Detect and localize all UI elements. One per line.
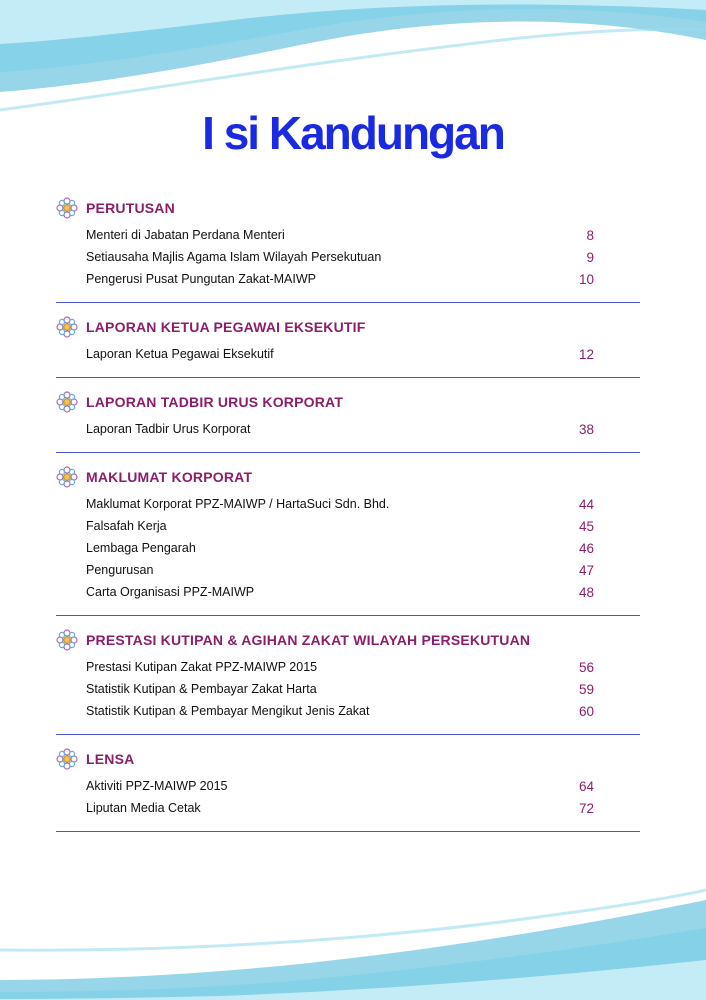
toc-entry[interactable]: [86, 418, 640, 440]
section-title: LENSA: [86, 751, 135, 767]
entry-page-number: 8: [586, 227, 594, 243]
bottom-wave-decoration: [0, 880, 706, 1000]
entry-label: Falsafah Kerja: [86, 519, 167, 533]
flower-ornament-icon: [56, 391, 78, 413]
entry-label: Carta Organisasi PPZ-MAIWP: [86, 585, 255, 599]
section-title: PRESTASI KUTIPAN & AGIHAN ZAKAT WILAYAH PERSEKUTUAN: [86, 632, 531, 648]
table-of-contents: [56, 196, 640, 844]
page-title: I si Kandungan: [202, 107, 504, 159]
toc-entry[interactable]: [86, 797, 640, 819]
entry-page-number: 45: [578, 518, 594, 534]
toc-section: [56, 628, 640, 735]
entry-label: Pengurusan: [86, 563, 154, 577]
toc-entry[interactable]: [86, 343, 640, 365]
flower-ornament-icon: [56, 748, 78, 770]
toc-entry[interactable]: [86, 700, 640, 722]
toc-entry[interactable]: [86, 493, 640, 515]
entry-page-number: 47: [578, 562, 594, 578]
section-title: LAPORAN KETUA PEGAWAI EKSEKUTIF: [86, 319, 366, 335]
entry-label: Prestasi Kutipan Zakat PPZ-MAIWP 2015: [86, 660, 318, 674]
toc-entry[interactable]: [86, 656, 640, 678]
entry-page-number: 72: [578, 800, 594, 816]
entry-page-number: 12: [578, 346, 594, 362]
entry-page-number: 10: [578, 271, 594, 287]
entry-page-number: 56: [578, 659, 594, 675]
toc-entry[interactable]: [86, 224, 640, 246]
toc-section: [56, 390, 640, 453]
flower-ornament-icon: [56, 629, 78, 651]
entry-label: Lembaga Pengarah: [86, 541, 196, 555]
section-title: PERUTUSAN: [86, 200, 175, 216]
toc-section: [56, 196, 640, 303]
entry-label: Maklumat Korporat PPZ-MAIWP / HartaSuci Sdn. Bhd.: [86, 497, 390, 511]
entry-label: Statistik Kutipan & Pembayar Zakat Harta: [86, 682, 317, 696]
entry-label: Menteri di Jabatan Perdana Menteri: [86, 228, 285, 242]
toc-section: [56, 315, 640, 378]
toc-section: [56, 465, 640, 616]
toc-entry[interactable]: [86, 537, 640, 559]
toc-entry[interactable]: [86, 581, 640, 603]
entry-label: Aktiviti PPZ-MAIWP 2015: [86, 779, 228, 793]
toc-entry[interactable]: [86, 559, 640, 581]
toc-entry[interactable]: [86, 246, 640, 268]
entry-label: Liputan Media Cetak: [86, 801, 201, 815]
entry-label: Laporan Tadbir Urus Korporat: [86, 422, 251, 436]
entry-page-number: 48: [578, 584, 594, 600]
toc-entry[interactable]: [86, 515, 640, 537]
toc-section: [56, 747, 640, 832]
entry-label: Laporan Ketua Pegawai Eksekutif: [86, 347, 274, 361]
toc-entry[interactable]: [86, 678, 640, 700]
entry-label: Setiausaha Majlis Agama Islam Wilayah Persekutuan: [86, 250, 382, 264]
entry-page-number: 59: [578, 681, 594, 697]
section-title: LAPORAN TADBIR URUS KORPORAT: [86, 394, 344, 410]
entry-page-number: 44: [578, 496, 594, 512]
flower-ornament-icon: [56, 316, 78, 338]
flower-ornament-icon: [56, 197, 78, 219]
entry-page-number: 38: [578, 421, 594, 437]
entry-page-number: 64: [578, 778, 594, 794]
entry-page-number: 9: [586, 249, 594, 265]
entry-label: Pengerusi Pusat Pungutan Zakat-MAIWP: [86, 272, 316, 286]
entry-page-number: 60: [578, 703, 594, 719]
entry-page-number: 46: [578, 540, 594, 556]
entry-label: Statistik Kutipan & Pembayar Mengikut Jenis Zakat: [86, 704, 370, 718]
section-title: MAKLUMAT KORPORAT: [86, 469, 253, 485]
flower-ornament-icon: [56, 466, 78, 488]
toc-entry[interactable]: [86, 775, 640, 797]
toc-entry[interactable]: [86, 268, 640, 290]
